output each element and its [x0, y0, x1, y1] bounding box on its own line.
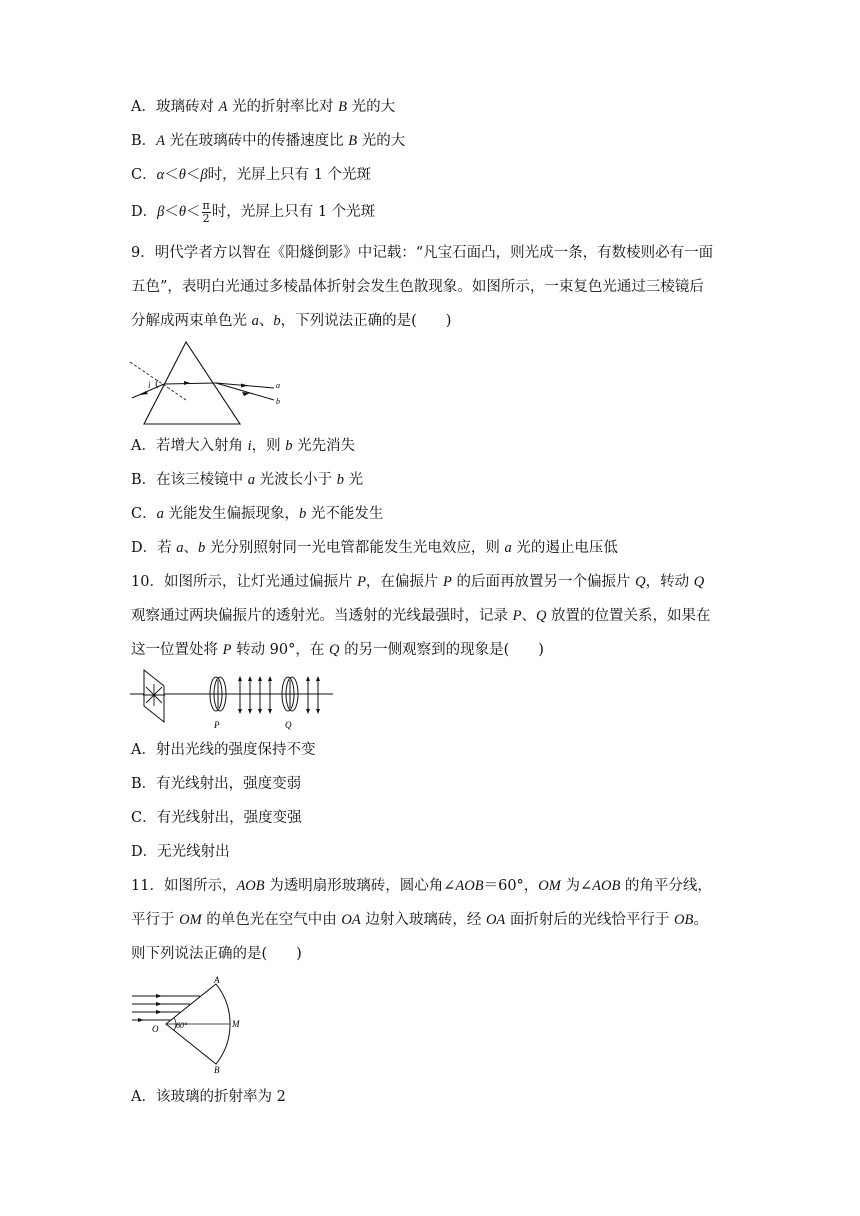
- unpolarized-light-symbol: [143, 684, 165, 706]
- q8-option-d: D．β＜θ＜ $\frac{\pi}{2}$ 时，光屏上只有 1 个光斑: [131, 198, 376, 225]
- q9-option-c: C．a 光能发生偏振现象，b 光不能发生: [131, 506, 384, 522]
- polarized-light-after: [308, 678, 318, 712]
- prism-figure: [128, 340, 288, 430]
- vertex-a-label: A: [214, 975, 220, 985]
- q10-option-d: D．无光线射出: [131, 844, 230, 860]
- q10-option-b: B．有光线射出，强度变弱: [131, 776, 302, 792]
- q9-option-a: A．若增大入射角 i，则 b 光先消失: [131, 438, 356, 454]
- incidence-angle-label: i: [148, 380, 151, 390]
- q11-stem-line-1: 11．如图所示，AOB 为透明扇形玻璃砖，圆心角∠AOB＝60°，OM 为∠AOB 的角平分线，: [131, 878, 712, 894]
- polarizer-q-label: Q: [285, 720, 292, 730]
- q10-option-a: A．射出光线的强度保持不变: [131, 742, 316, 758]
- q10-option-c: C．有光线射出，强度变强: [131, 810, 302, 826]
- refracted-ray: [164, 383, 216, 384]
- q11-stem-line-2: 平行于 OM 的单色光在空气中由 OA 边射入玻璃砖，经 OA 面折射后的光线恰平行于 OB。: [131, 912, 708, 928]
- ray-a-label: a: [276, 381, 280, 390]
- point-m-label: M: [232, 1019, 240, 1029]
- center-o-label: O: [152, 1024, 159, 1034]
- q10-stem-line-2: 观察通过两块偏振片的透射光。当透射的光线最强时，记录 P、Q 放置的位置关系，如果在: [131, 608, 711, 624]
- q9-stem-line-3: 分解成两束单色光 a、b，下列说法正确的是( ): [131, 313, 452, 329]
- q9-stem-line-2: 五色”，表明白光通过多棱晶体折射会发生色散现象。如图所示，一束复色光通过三棱镜后: [131, 279, 704, 295]
- q8-option-c: C．α＜θ＜β时，光屏上只有 1 个光斑: [131, 167, 372, 183]
- normal-line: [130, 362, 186, 400]
- q10-stem-line-1: 10．如图所示，让灯光通过偏振片 P，在偏振片 P 的后面再放置另一个偏振片 Q，转动 Q: [131, 574, 705, 590]
- vertex-b-label: B: [214, 1065, 220, 1074]
- polarizer-figure: [128, 666, 338, 736]
- q11-option-a: A．该玻璃的折射率为 2: [131, 1089, 286, 1105]
- q9-option-d: D．若 a、b 光分别照射同一光电管都能发生光电效应，则 a 光的遏止电压低: [131, 540, 618, 556]
- polarizer-p-label: P: [214, 720, 220, 730]
- q9-option-b: B．在该三棱镜中 a 光波长小于 b 光: [131, 472, 364, 488]
- polarized-light-between: [240, 678, 270, 712]
- q9-stem-line-1: 9．明代学者方以智在《阳燧倒影》中记载：“凡宝石面凸，则光成一条，有数棱则必有一面: [131, 245, 714, 261]
- q11-stem-line-3: 则下列说法正确的是( ): [131, 946, 302, 962]
- pi-over-2-fraction: $\frac{\pi}{2}$: [202, 198, 210, 225]
- q8-option-b: B．A 光在玻璃砖中的传播速度比 B 光的大: [131, 133, 406, 149]
- q8-option-a: A．玻璃砖对 A 光的折射率比对 B 光的大: [131, 99, 396, 115]
- q10-stem-line-3: 这一位置处将 P 转动 90°，在 Q 的另一侧观察到的现象是( ): [131, 642, 544, 658]
- sector-figure: [128, 974, 258, 1074]
- center-angle-label: 60°: [176, 1021, 188, 1030]
- incident-parallel-rays: [132, 996, 200, 1020]
- ray-b-label: b: [276, 397, 280, 406]
